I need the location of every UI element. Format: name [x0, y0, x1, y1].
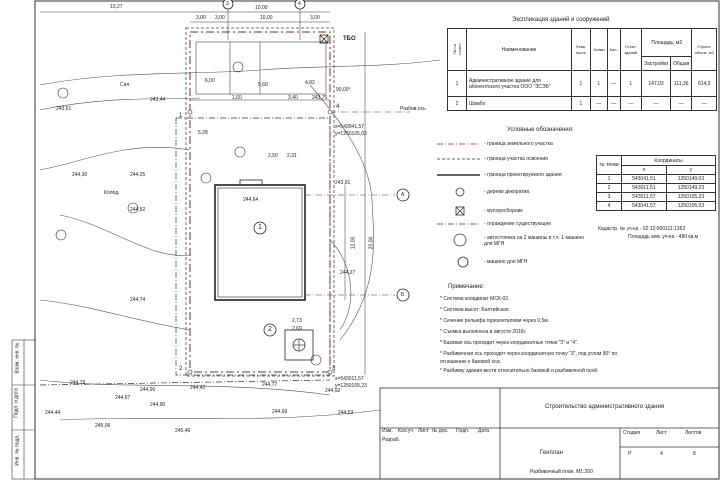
col-constr: Этажи: [592, 46, 605, 52]
stamp-sheet-h: Лист: [656, 430, 667, 436]
cell: —: [671, 97, 692, 111]
col-y: y: [666, 166, 715, 175]
cell: 543011,51: [622, 184, 667, 193]
cadastre-number: Кадастр. № уч-ка - 02:12:000111:1363: [598, 226, 686, 232]
elev: 244,92: [325, 388, 341, 394]
stamp-h-doc: № док.: [432, 428, 449, 434]
legend-item: - дерево декоратив.: [484, 189, 531, 195]
note-item: * Система координат МСК-02.: [440, 296, 510, 302]
legend-item: - автостоянка на 2 машины в т.ч. 1 машино для МГН: [484, 235, 585, 247]
table-row: [597, 175, 716, 184]
elev: 243,91: [335, 180, 351, 186]
dim-misc-9: 2,69: [292, 326, 302, 332]
dim-right-2: 20,00: [368, 236, 375, 250]
cell: 147,03: [642, 71, 671, 97]
elev: 244,90: [140, 387, 156, 393]
dim-top-2: 3,00: [196, 15, 206, 21]
legend-item: - мусоросборник: [484, 208, 523, 214]
col-num: № на плане: [452, 43, 462, 55]
elev: 244,25: [130, 172, 146, 178]
cell: 543011,57: [622, 193, 667, 202]
col-point: № точки: [597, 156, 622, 175]
dim-top2-2: 10,00: [260, 15, 273, 21]
legend-item: - ограждение существующее: [484, 221, 552, 227]
dim-right-1: 12,00: [350, 236, 357, 250]
side-stamp-1: Взам. инв. №: [14, 342, 21, 374]
legend-title: Условные обозначения:: [507, 127, 574, 133]
elev: 244,69: [272, 409, 288, 415]
col-floors: Этаж-ность: [575, 43, 587, 55]
dim-top2-1: 3,00: [215, 15, 225, 21]
point-3: 3: [332, 366, 336, 372]
cell: 4: [597, 202, 622, 211]
col-volume: Строит. объем, м3: [694, 43, 714, 55]
kolodets-label: Колод.: [104, 190, 120, 196]
elev: 243,75: [312, 95, 328, 101]
elev: 243,61: [56, 106, 72, 112]
elev: 245,06: [95, 423, 111, 429]
cell: 1: [620, 71, 642, 97]
col-name: Наименование: [501, 46, 537, 53]
building-outline: [215, 185, 305, 300]
dim-misc-1: 6,00: [205, 78, 215, 84]
dim-misc-8: 2,73: [292, 318, 302, 324]
table-row: [597, 193, 716, 202]
elev: 244,77: [262, 382, 278, 388]
legend-symbols: [437, 144, 480, 267]
cell: 111,36: [671, 71, 692, 97]
dim-misc-5: 2,50: [268, 153, 278, 159]
dimension-lines: [40, 4, 410, 375]
legend-item: - граница участка освоения: [484, 156, 548, 162]
sil-label: Сил: [120, 82, 130, 88]
col-build: Стоит. зданий: [624, 43, 638, 55]
legend-item: - граница земельного участка: [484, 141, 553, 147]
elev: 244,90: [150, 402, 166, 408]
dim-misc-4: 90,00°: [336, 87, 351, 93]
dim-top-4: 3,00: [310, 15, 320, 21]
stamp-razrab: Разраб.: [382, 437, 401, 443]
col-cnt: Кол.: [609, 46, 618, 52]
table-row: [597, 184, 716, 193]
coord-top-label: x=543041,57 y=1250105,03: [335, 124, 367, 137]
explication-table: [447, 28, 717, 111]
note-item: * Система высот: Балтийская.: [440, 307, 510, 313]
coords-table: [596, 155, 716, 211]
axis-bubbles: [223, 0, 409, 301]
cell: 2: [448, 97, 467, 111]
note-item: отношению к базовой оси.: [440, 359, 502, 365]
cell: —: [620, 97, 642, 111]
shambo-marker: 2: [268, 326, 272, 333]
dim-top-3: 10,00: [255, 5, 268, 11]
elev: 244,42: [190, 385, 206, 391]
col-area-total: Общая: [673, 60, 690, 67]
tbo-label: ТБО: [343, 36, 356, 42]
cell: 1: [448, 71, 467, 97]
cell: 614,3: [692, 71, 717, 97]
stamp-h-podp: Подп.: [456, 428, 470, 434]
axis-b-label: Б: [401, 292, 405, 298]
stamp-sheets: 8: [693, 451, 696, 457]
cell: Шамбо: [467, 97, 572, 111]
cell: 3: [597, 193, 622, 202]
stamp-stage-h: Стадия: [623, 430, 641, 436]
coord-points: [188, 110, 332, 374]
cell: 1250105,23: [666, 193, 715, 202]
elev: 244,30: [72, 172, 88, 178]
elev: 245,46: [175, 428, 191, 434]
side-stamp-3: Инв. № подл.: [14, 434, 21, 466]
cell: —: [692, 97, 717, 111]
cell: —: [607, 97, 620, 111]
elev: 243,44: [150, 97, 166, 103]
axis-4-label: 4: [298, 1, 301, 7]
note-item: * Разбивочная ось проходит через координатную точку "3", под углом 90° по: [440, 351, 618, 357]
cell: 1: [590, 71, 607, 97]
elev: 244,67: [115, 395, 131, 401]
stamp-frame: [380, 388, 719, 479]
dim-misc-3: 4,82: [305, 80, 315, 86]
cell: 1250105,03: [666, 202, 715, 211]
cell: 543041,57: [622, 202, 667, 211]
note-item: * Разбивку здания вести относительно базовой и разбивочной осей.: [440, 368, 599, 374]
dim-top-1: 10,27: [110, 4, 123, 10]
cell: 1250149,03: [666, 175, 715, 184]
cell: —: [607, 71, 620, 97]
note-item: * Съемка выполнена в августе 2016г.: [440, 329, 527, 335]
table-row: [448, 97, 717, 111]
col-x: x: [622, 166, 667, 175]
stamp-h-list: Лист: [418, 428, 429, 434]
plot-area: Площадь зем. уч-ка - 480 кв.м: [628, 234, 699, 240]
elev: 244,52: [130, 207, 146, 213]
dim-misc-6: 2,31: [287, 153, 297, 159]
trees: [56, 62, 321, 365]
dim-misc-7: 5,28: [198, 130, 208, 136]
cell: —: [642, 97, 671, 111]
axis-a-label: A: [401, 192, 405, 198]
table-row: [597, 202, 716, 211]
stamp-sheet: 4: [660, 451, 663, 457]
stamp-stage: Р: [628, 451, 632, 457]
explication-title: Экспликация зданий и сооружений: [512, 17, 610, 23]
elev: 244,79: [70, 380, 86, 386]
note-item: * Базовая ось проходит через координатные точки "3" и "4".: [440, 340, 579, 346]
elev: 244,44: [45, 410, 61, 416]
cell: 1250149,23: [666, 184, 715, 193]
coords-title: Координаты: [622, 156, 716, 166]
point-4: 4: [336, 104, 340, 110]
elev: 244,53: [338, 410, 354, 416]
dim-misc-10: 1,60: [232, 95, 242, 101]
cell: Административное здание для абонентского участка ООО "ЗСЭБ": [467, 71, 572, 97]
stamp-sheets-h: Листов: [685, 430, 702, 436]
stamp-title: Строительство административного здания: [545, 404, 665, 410]
table-row: [448, 71, 717, 97]
elev: 244,27: [340, 270, 356, 276]
stamp-h-date: Дата: [478, 428, 490, 434]
stamp-h-izm: Изм.: [382, 428, 393, 434]
point-2: 2: [179, 366, 183, 372]
cell: 543041,51: [622, 175, 667, 184]
legend-item: - машино для МГН: [484, 259, 528, 265]
stamp-h-kol: Кол.уч: [398, 428, 413, 434]
cell: 2: [597, 184, 622, 193]
elev: 244,74: [130, 297, 146, 303]
dim-misc-2: 5,60: [258, 82, 268, 88]
building-marker: 1: [258, 224, 262, 231]
contour-lines: [40, 60, 440, 420]
cell: 1: [572, 71, 591, 97]
side-stamp-2: Подп. и дата: [13, 388, 20, 418]
point-1: 1: [179, 113, 183, 119]
stamp-genplan: Генплан: [540, 450, 563, 456]
col-area: Площадь, м2: [651, 39, 683, 46]
elev: 244,64: [243, 197, 259, 203]
dim-misc-11: 3,40: [288, 95, 298, 101]
cell: 1: [597, 175, 622, 184]
notes-title: Примечание:: [448, 284, 485, 290]
note-item: * Сечение рельефа горизонталями через 0,5м.: [440, 318, 550, 324]
legend-item: - граница проектируемого здания: [484, 172, 562, 178]
coord-bottom-label: x=543011,57 y=1250105,23: [335, 376, 367, 389]
axis-3-label: 3: [226, 1, 229, 7]
stamp-sheet-name: Разбивочный план. М1:200: [530, 469, 593, 475]
col-area-build: Застройки: [644, 60, 669, 67]
cell: 1: [572, 97, 591, 111]
cell: —: [590, 97, 607, 111]
razb-os-label: Разбив.ось: [400, 106, 426, 112]
